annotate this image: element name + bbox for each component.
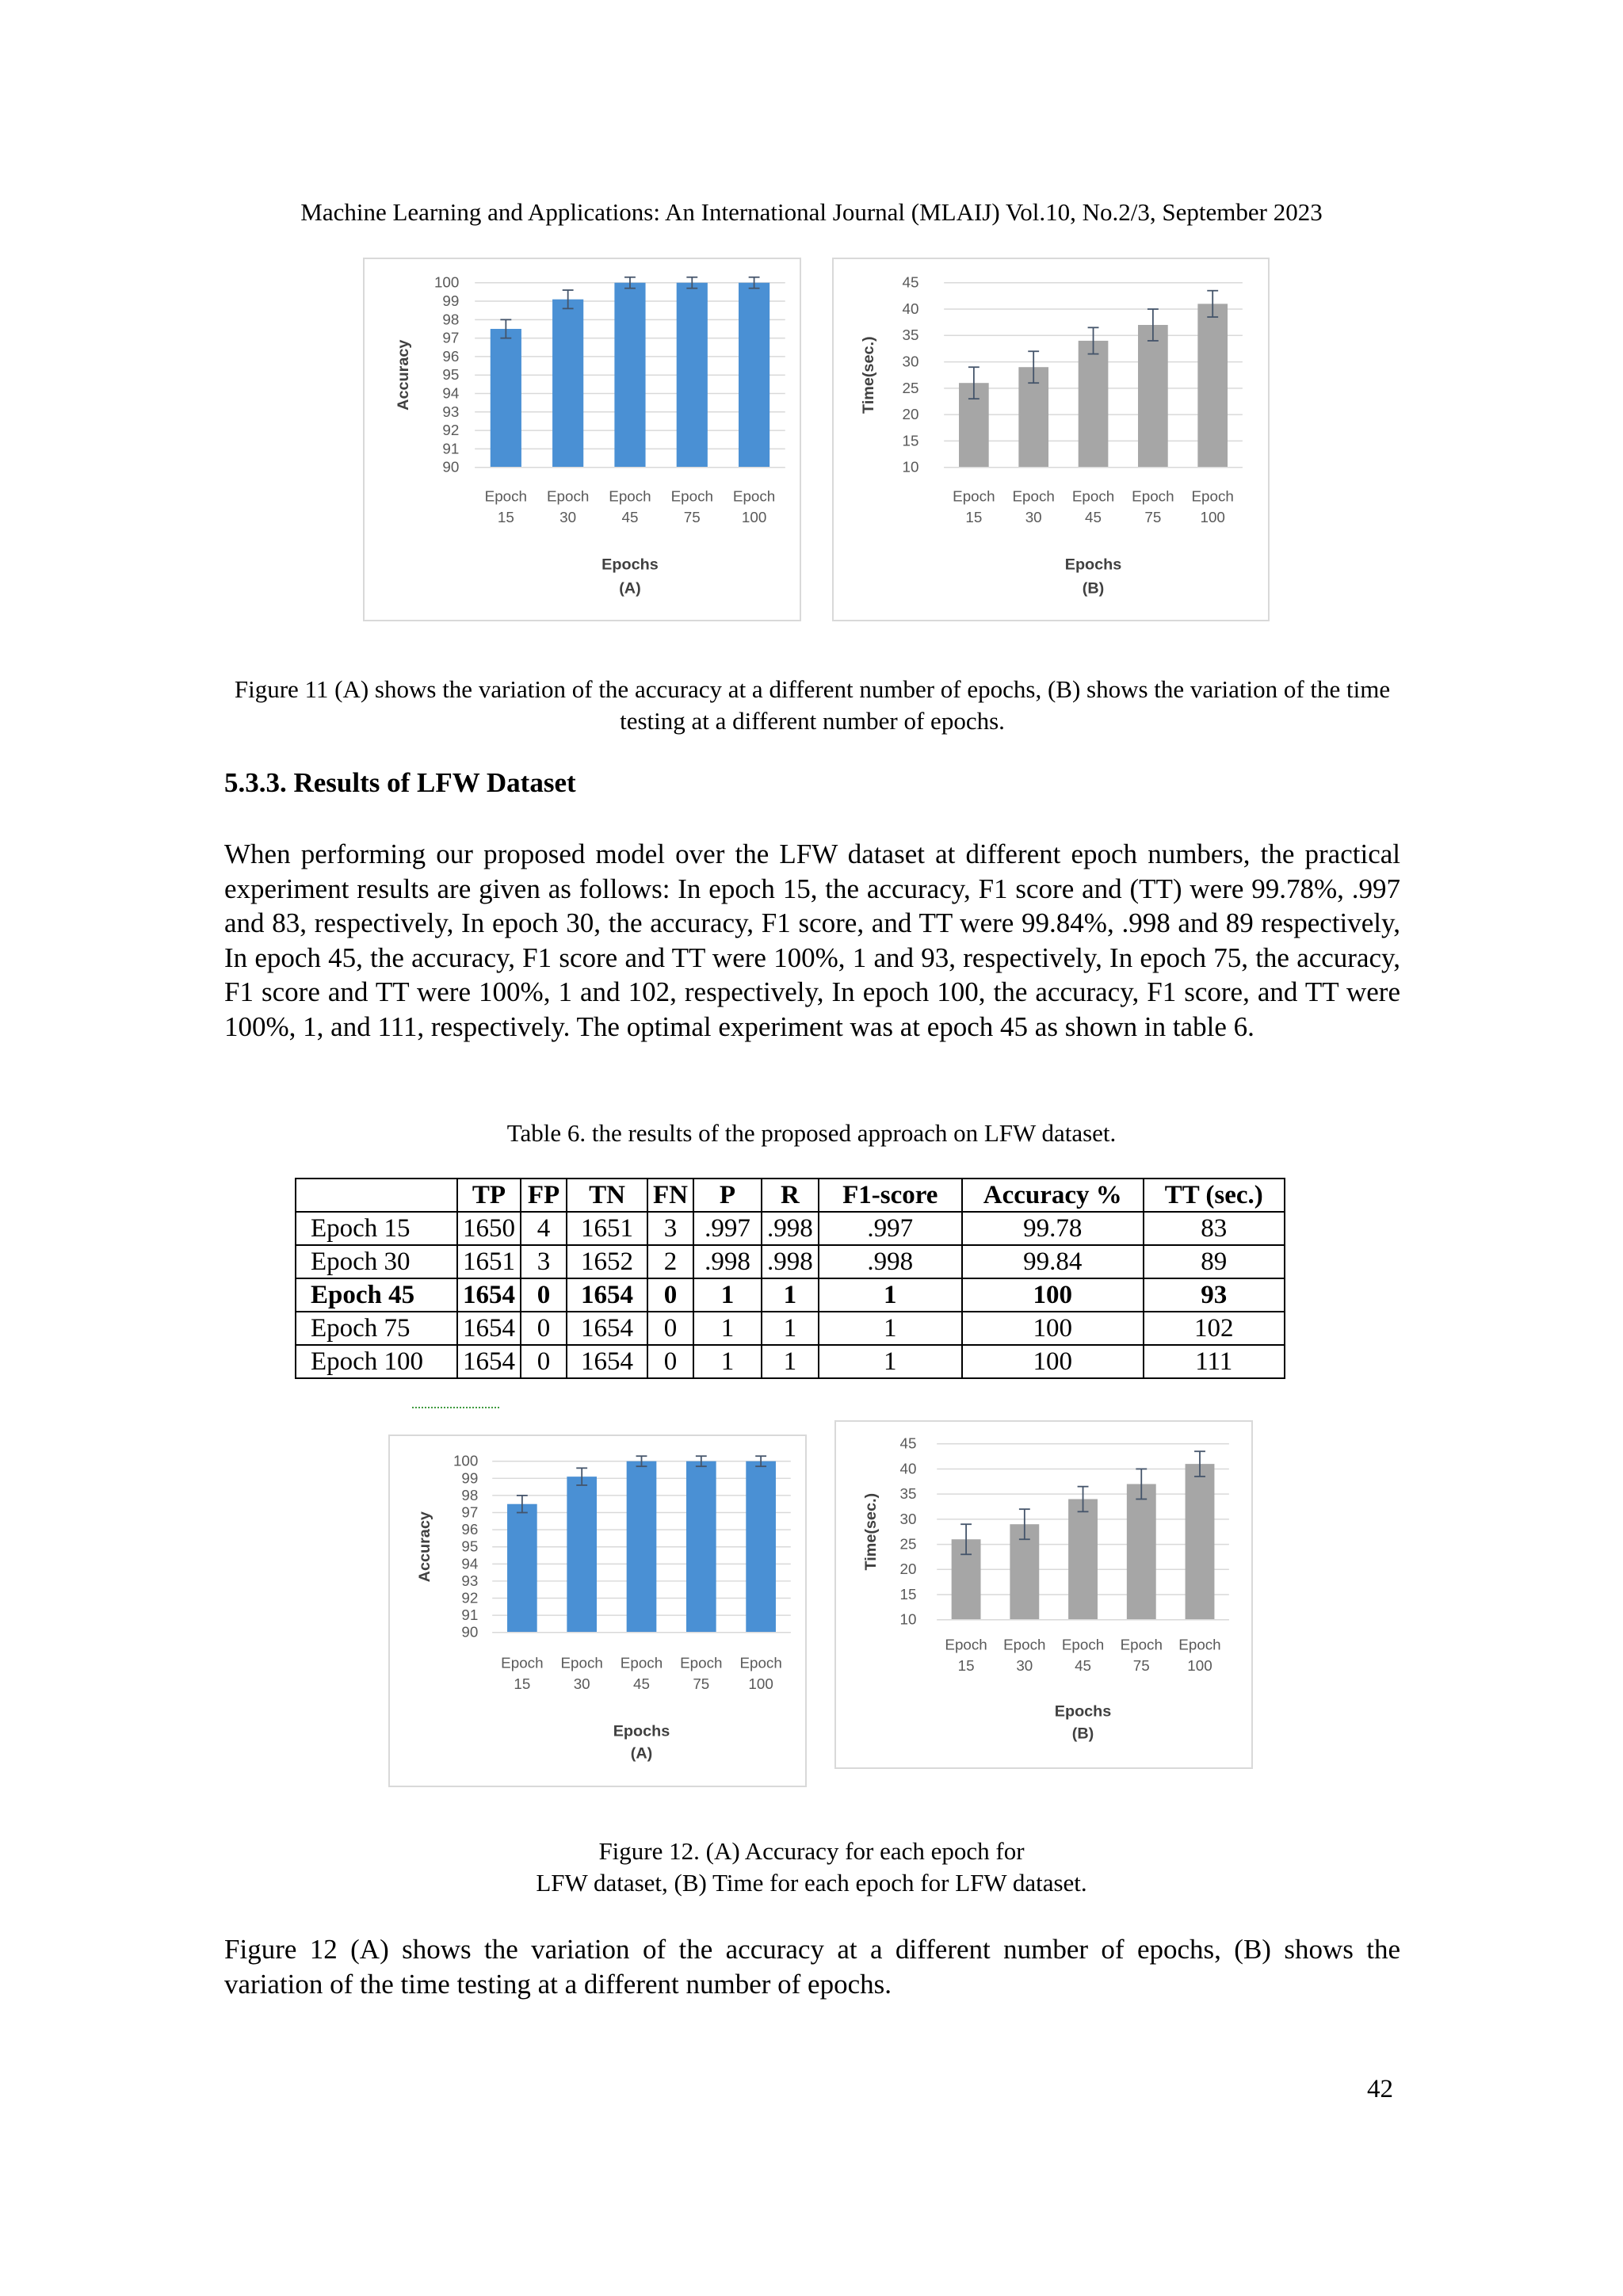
- y-tick-label: 45: [902, 273, 919, 291]
- figure-11b-time-chart: [832, 258, 1270, 621]
- y-tick-label: 93: [442, 403, 460, 420]
- bar: [677, 283, 708, 468]
- table-cell: 1651: [567, 1212, 647, 1245]
- table-cell: 1654: [457, 1345, 521, 1378]
- table-cell: 100: [962, 1345, 1144, 1378]
- table-row: [296, 1312, 1285, 1345]
- bar: [1127, 1484, 1156, 1619]
- figure-12b-time-chart: [834, 1420, 1253, 1769]
- bar: [1138, 325, 1168, 468]
- y-tick-label: 30: [902, 353, 919, 370]
- table-cell: 99.78: [962, 1212, 1144, 1245]
- results-paragraph: When performing our proposed model over the LFW dataset at different epoch numbers, the practical experiment results are given as follows: In epoch 15, the accuracy, F1 score and (TT) were 99.78%, .997 and 83, respectively, In epoch 30, the accuracy, F1 score, and TT were 99.84%, .998 and 89 respectively, In epoch 45, the accuracy, F1 score and TT were 100%, 1 and 93, respectively, In epoch 75, the accuracy, F1 score and TT were 100%, 1 and 102, respectively, In epoch 100, the accuracy, F1 score, and TT were 100%, 1, and 111, respectively. The optimal experiment was at epoch 45 as shown in table 6.: [224, 839, 1400, 1042]
- y-tick-label: 95: [461, 1538, 479, 1555]
- figure-12-description: Figure 12 (A) shows the variation of the accuracy at a different number of epochs, (B) shows the variation of the time testing at a different number of epochs.: [224, 1934, 1400, 2000]
- table-cell: 1: [693, 1345, 762, 1378]
- y-tick-label: 99: [461, 1469, 479, 1487]
- y-tick-label: 35: [899, 1485, 917, 1503]
- y-tick-label: 100: [453, 1452, 479, 1469]
- y-tick-label: 98: [461, 1486, 479, 1503]
- y-tick-label: 91: [461, 1606, 479, 1624]
- table-header-cell: Accuracy %: [962, 1179, 1144, 1212]
- bar: [491, 329, 521, 468]
- bar: [552, 300, 583, 468]
- table-cell: .998: [819, 1245, 962, 1278]
- x-tick-label: Epoch: [1003, 1636, 1046, 1653]
- table-cell: 3: [521, 1245, 567, 1278]
- y-tick-label: 10: [902, 458, 919, 476]
- table-cell: 0: [521, 1312, 567, 1345]
- y-axis-title: Accuracy: [394, 339, 412, 411]
- y-tick-label: 96: [442, 347, 460, 365]
- section-heading: 5.3.3. Results of LFW Dataset: [224, 767, 576, 798]
- table-cell: 1654: [457, 1312, 521, 1345]
- y-tick-label: 92: [461, 1589, 479, 1606]
- x-tick-label: 30: [559, 509, 577, 526]
- accuracy-bar-chart: [365, 259, 800, 620]
- table-row-label: Epoch 15: [296, 1212, 457, 1245]
- y-tick-label: 20: [902, 406, 919, 423]
- table-cell: .997: [693, 1212, 762, 1245]
- table-cell: 100: [962, 1278, 1144, 1312]
- bar: [1079, 341, 1109, 468]
- x-tick-label: 15: [514, 1675, 531, 1693]
- table-cell: 3: [647, 1212, 693, 1245]
- x-tick-label: 100: [1200, 509, 1225, 526]
- table-header-cell: TT (sec.): [1144, 1179, 1285, 1212]
- table-header-row: [296, 1179, 1285, 1212]
- results-table: [295, 1178, 1285, 1379]
- table-cell: 1: [693, 1312, 762, 1345]
- y-tick-label: 90: [461, 1623, 479, 1641]
- table-cell: 1654: [567, 1312, 647, 1345]
- y-tick-label: 15: [899, 1585, 917, 1603]
- y-tick-label: 90: [442, 458, 460, 476]
- x-tick-label: 15: [965, 509, 983, 526]
- table-row-label: Epoch 75: [296, 1312, 457, 1345]
- x-axis-title: Epochs: [1064, 556, 1122, 574]
- table-cell: 0: [647, 1278, 693, 1312]
- y-tick-label: 97: [461, 1503, 479, 1521]
- table-cell: 93: [1144, 1278, 1285, 1312]
- y-tick-label: 94: [442, 384, 460, 402]
- x-tick-label: 75: [683, 509, 701, 526]
- table-cell: 2: [647, 1245, 693, 1278]
- y-tick-label: 40: [902, 300, 919, 317]
- y-tick-label: 92: [442, 422, 460, 439]
- y-axis-title: Time(sec.): [861, 1492, 880, 1571]
- table-cell: 1: [819, 1345, 962, 1378]
- table-cell: 1: [819, 1278, 962, 1312]
- bar: [746, 1461, 776, 1633]
- x-tick-label: Epoch: [620, 1654, 663, 1671]
- figure-12-caption: [0, 1836, 1623, 1899]
- table-cell: 100: [962, 1312, 1144, 1345]
- table-header-cell: FP: [521, 1179, 567, 1212]
- x-tick-label: Epoch: [1071, 487, 1115, 505]
- bar: [1186, 1464, 1215, 1620]
- y-tick-label: 10: [899, 1610, 917, 1628]
- x-tick-label: Epoch: [680, 1654, 723, 1671]
- x-tick-label: 45: [1075, 1657, 1092, 1675]
- x-tick-label: 30: [1025, 509, 1042, 526]
- table-cell: 0: [647, 1312, 693, 1345]
- table-cell: 83: [1144, 1212, 1285, 1245]
- accuracy-bar-chart: [390, 1436, 805, 1786]
- table-cell: 1654: [567, 1345, 647, 1378]
- x-axis-title: Epochs: [613, 1722, 670, 1740]
- table-header-cell: F1-score: [819, 1179, 962, 1212]
- x-tick-label: 15: [957, 1657, 975, 1675]
- bar: [1197, 304, 1228, 467]
- x-tick-label: 100: [741, 509, 767, 526]
- table-cell: 1652: [567, 1245, 647, 1278]
- table-cell: .998: [693, 1245, 762, 1278]
- x-tick-label: 30: [1016, 1657, 1033, 1675]
- x-axis-title: Epochs: [1054, 1702, 1112, 1721]
- figure-12-caption-line-1: Figure 12. (A) Accuracy for each epoch for: [598, 1837, 1025, 1865]
- figure-11a-accuracy-chart: [363, 258, 801, 621]
- panel-label: (B): [1071, 1725, 1094, 1743]
- x-axis-title: Epochs: [601, 556, 659, 574]
- y-axis-title: Accuracy: [415, 1511, 433, 1583]
- x-tick-label: Epoch: [1012, 487, 1055, 505]
- x-tick-label: Epoch: [1061, 1636, 1105, 1653]
- figure-12a-accuracy-chart: [388, 1435, 807, 1787]
- x-tick-label: 45: [1085, 509, 1102, 526]
- y-tick-label: 97: [442, 329, 460, 346]
- y-axis-title: Time(sec.): [859, 336, 877, 415]
- table-cell: 99.84: [962, 1245, 1144, 1278]
- y-tick-label: 35: [902, 327, 919, 344]
- table-header-cell: P: [693, 1179, 762, 1212]
- bar: [686, 1461, 716, 1633]
- y-tick-label: 25: [899, 1535, 917, 1553]
- x-tick-label: Epoch: [501, 1654, 544, 1671]
- x-tick-label: 100: [1187, 1657, 1212, 1675]
- table-row-label: Epoch 45: [296, 1278, 457, 1312]
- y-tick-label: 91: [442, 440, 460, 457]
- panel-label: (B): [1082, 579, 1105, 598]
- table-cell: 0: [647, 1345, 693, 1378]
- x-tick-label: Epoch: [560, 1654, 603, 1671]
- time-bar-chart: [836, 1422, 1251, 1767]
- table-6-caption: Table 6. the results of the proposed approach on LFW dataset.: [506, 1119, 1117, 1147]
- x-tick-label: Epoch: [1120, 1636, 1163, 1653]
- y-tick-label: 98: [442, 311, 460, 328]
- table-cell: 1651: [457, 1245, 521, 1278]
- x-tick-label: Epoch: [739, 1654, 782, 1671]
- y-tick-label: 40: [899, 1460, 917, 1477]
- table-cell: 1: [762, 1345, 819, 1378]
- y-tick-label: 95: [442, 366, 460, 384]
- table-header-cell: TP: [457, 1179, 521, 1212]
- x-tick-label: 75: [1144, 509, 1162, 526]
- table-cell: .997: [819, 1212, 962, 1245]
- y-tick-label: 96: [461, 1521, 479, 1538]
- x-tick-label: 30: [573, 1675, 590, 1693]
- table-row: [296, 1345, 1285, 1378]
- table-header-cell: R: [762, 1179, 819, 1212]
- bar: [567, 1477, 597, 1633]
- panel-label: (A): [619, 579, 641, 598]
- y-tick-label: 99: [442, 292, 460, 309]
- scan-artifact-line: [412, 1407, 499, 1415]
- x-tick-label: 75: [1132, 1657, 1150, 1675]
- table-cell: 111: [1144, 1345, 1285, 1378]
- y-tick-label: 15: [902, 432, 919, 449]
- x-tick-label: 75: [693, 1675, 710, 1693]
- table-cell: 0: [521, 1345, 567, 1378]
- x-tick-label: 45: [633, 1675, 650, 1693]
- table-cell: .998: [762, 1212, 819, 1245]
- x-tick-label: 15: [497, 509, 514, 526]
- y-tick-label: 45: [899, 1435, 917, 1452]
- x-tick-label: Epoch: [953, 487, 995, 505]
- x-tick-label: Epoch: [484, 487, 528, 505]
- y-tick-label: 100: [433, 273, 460, 291]
- table-cell: 4: [521, 1212, 567, 1245]
- table-corner-cell: [296, 1179, 457, 1212]
- figure-12-caption-line-2: LFW dataset, (B) Time for each epoch for LFW dataset.: [536, 1869, 1087, 1897]
- y-tick-label: 30: [899, 1510, 917, 1527]
- x-tick-label: 100: [748, 1675, 773, 1693]
- table-row: [296, 1278, 1285, 1312]
- x-tick-label: Epoch: [609, 487, 651, 505]
- x-tick-label: 45: [621, 509, 639, 526]
- x-tick-label: Epoch: [732, 487, 776, 505]
- table-cell: 1: [693, 1278, 762, 1312]
- y-tick-label: 94: [461, 1555, 479, 1572]
- table-cell: 1654: [567, 1278, 647, 1312]
- running-header: Machine Learning and Applications: An International Journal (MLAIJ) Vol.10, No.2/3, September 2023: [300, 198, 1323, 226]
- table-row: [296, 1212, 1285, 1245]
- table-row-label: Epoch 100: [296, 1345, 457, 1378]
- x-tick-label: Epoch: [670, 487, 713, 505]
- table-row: [296, 1245, 1285, 1278]
- table-header-cell: TN: [567, 1179, 647, 1212]
- table-cell: 89: [1144, 1245, 1285, 1278]
- x-tick-label: Epoch: [1178, 1636, 1221, 1653]
- table-header-cell: FN: [647, 1179, 693, 1212]
- table-cell: 102: [1144, 1312, 1285, 1345]
- table-cell: 1654: [457, 1278, 521, 1312]
- table-cell: 0: [521, 1278, 567, 1312]
- table-cell: .998: [762, 1245, 819, 1278]
- x-tick-label: Epoch: [945, 1636, 987, 1653]
- bar: [507, 1504, 537, 1633]
- x-tick-label: Epoch: [1191, 487, 1234, 505]
- y-tick-label: 20: [899, 1561, 917, 1578]
- bar: [739, 283, 769, 468]
- x-tick-label: Epoch: [546, 487, 590, 505]
- bar: [627, 1461, 657, 1633]
- table-row-label: Epoch 30: [296, 1245, 457, 1278]
- table-cell: 1: [762, 1278, 819, 1312]
- table-cell: 1650: [457, 1212, 521, 1245]
- time-bar-chart: [834, 259, 1268, 620]
- table-cell: 1: [819, 1312, 962, 1345]
- panel-label: (A): [630, 1744, 653, 1763]
- x-tick-label: Epoch: [1132, 487, 1174, 505]
- bar: [614, 283, 645, 468]
- figure-11-caption: Figure 11 (A) shows the variation of the accuracy at a different number of epochs, (B) shows the variation of the time testing at a different number of epochs.: [234, 675, 1391, 735]
- page-number: 42: [1367, 2075, 1393, 2103]
- bar: [1068, 1499, 1098, 1620]
- table-cell: 1: [762, 1312, 819, 1345]
- y-tick-label: 93: [461, 1572, 479, 1589]
- y-tick-label: 25: [902, 379, 919, 396]
